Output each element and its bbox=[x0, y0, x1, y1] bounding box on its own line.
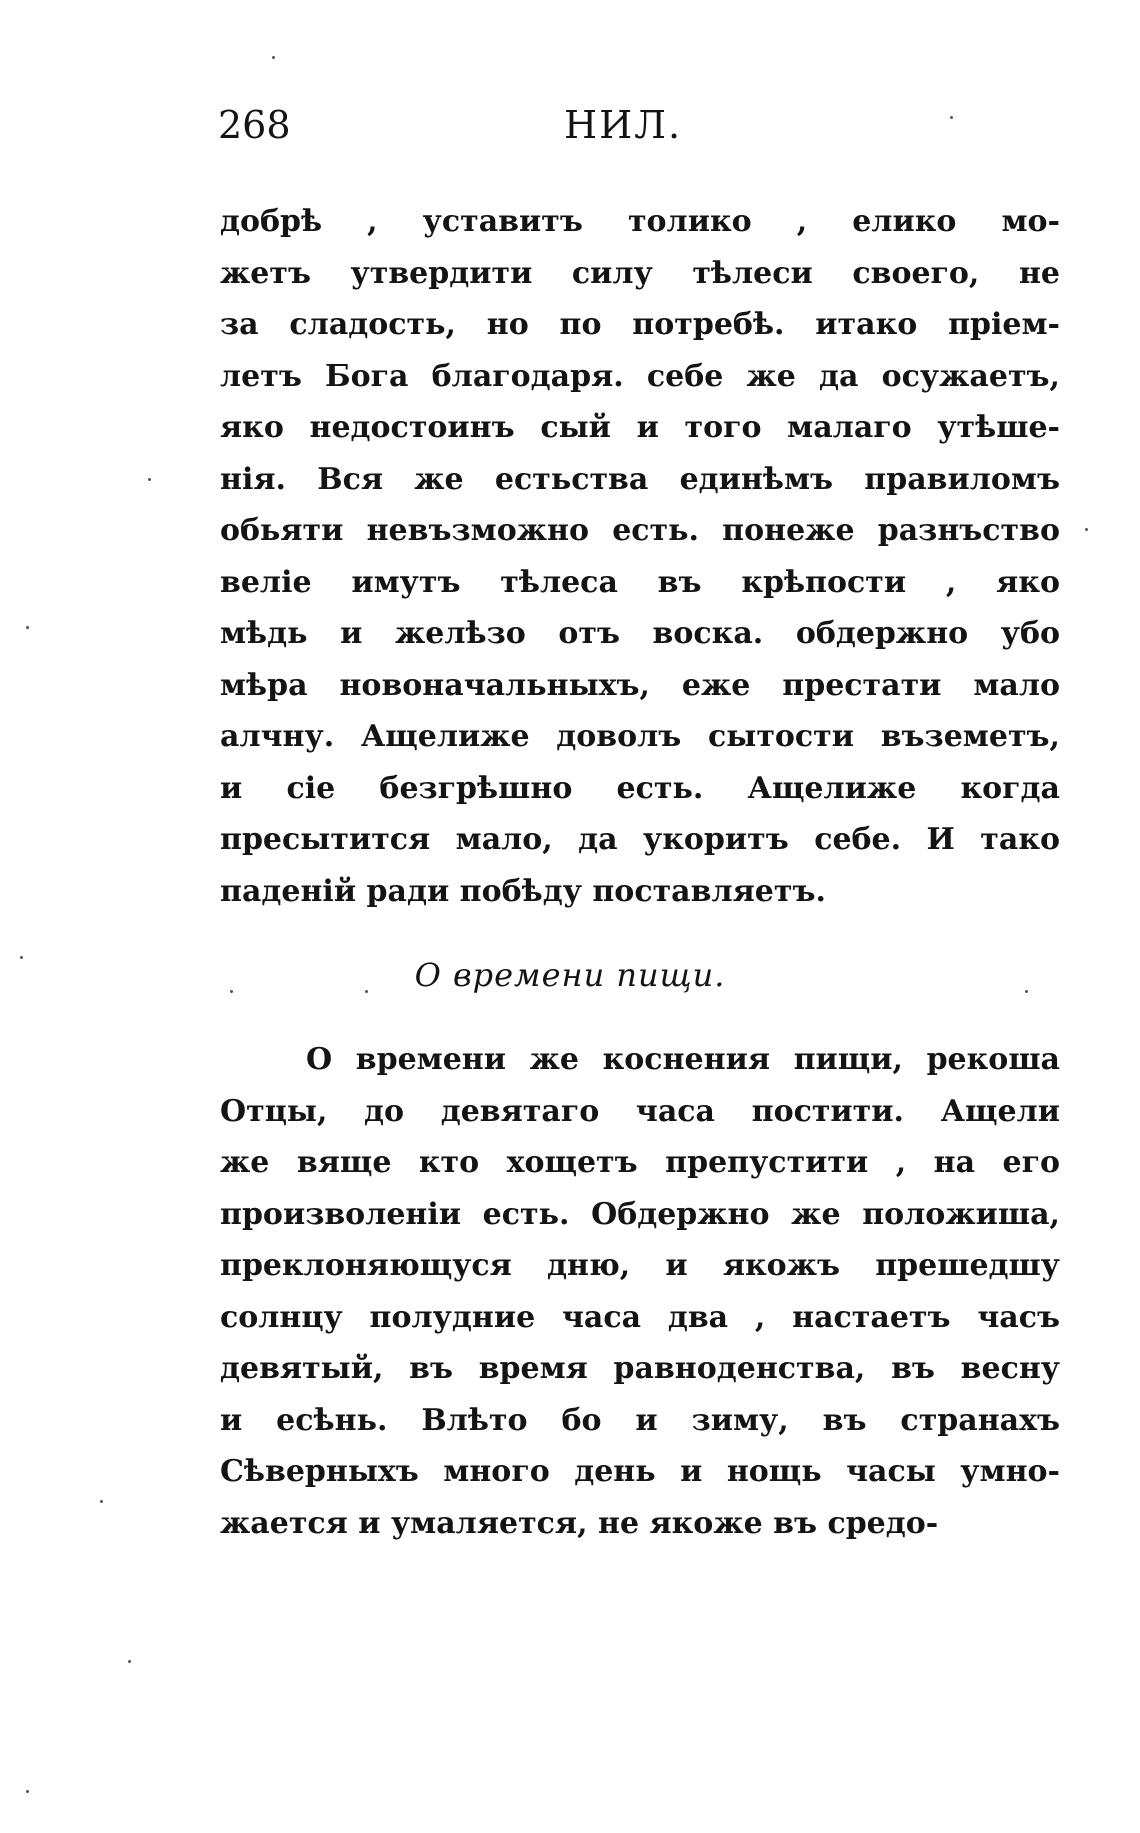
text-line: О времени же коснения пищи, рекоша bbox=[306, 1042, 1060, 1077]
page-number: 268 bbox=[218, 103, 291, 147]
text-line: добрѣ , уставитъ толико , елико мо- bbox=[220, 204, 1060, 239]
section-heading: О времени пищи. bbox=[414, 956, 726, 994]
speck bbox=[20, 956, 23, 959]
text-line: обьяти невъзможно есть. понеже разнъство bbox=[220, 513, 1060, 548]
text-line: и есѣнь. Влѣто бо и зиму, въ странахъ bbox=[220, 1402, 1060, 1438]
speck bbox=[26, 1790, 29, 1793]
text-line: Сѣверныхъ много день и нощь часы умно- bbox=[220, 1454, 1060, 1489]
speck bbox=[1025, 990, 1028, 993]
paragraph-2 bbox=[220, 1034, 1060, 1549]
text-line: алчну. Ащелиже доволъ сытости въземетъ, bbox=[220, 719, 1060, 754]
paragraph-1 bbox=[220, 196, 1060, 917]
text-line: же вяще кто хощетъ препустити , на его bbox=[220, 1145, 1060, 1180]
speck bbox=[128, 1660, 131, 1663]
text-line: жается и умаляется, не якоже въ средо- bbox=[220, 1505, 939, 1541]
text-line: пресытится мало, да укоритъ себе. И тако bbox=[220, 822, 1060, 857]
speck bbox=[100, 1500, 103, 1503]
text-line: мѣдь и желѣзо отъ воска. обдержно убо bbox=[220, 616, 1060, 651]
text-line: за сладость, но по потребѣ. итако пріем- bbox=[220, 307, 1060, 342]
text-line: мѣра новоначальныхъ, еже престати мало bbox=[220, 667, 1060, 703]
speck bbox=[950, 116, 953, 119]
running-head bbox=[218, 100, 1062, 150]
text-line: яко недостоинъ сый и того малаго утѣше- bbox=[220, 410, 1060, 445]
running-title: НИЛ. bbox=[564, 103, 683, 147]
text-line: преклоняющуся дню, и якожъ прешедшу bbox=[220, 1248, 1060, 1283]
speck bbox=[272, 56, 275, 59]
text-line: девятый, въ время равноденства, въ весну bbox=[220, 1351, 1060, 1386]
speck bbox=[1085, 528, 1088, 531]
text-line: произволеніи есть. Обдержно же положиша, bbox=[220, 1196, 1060, 1232]
text-line: паденій ради побѣду поставляетъ. bbox=[220, 873, 826, 909]
text-line: веліе имутъ тѣлеса въ крѣпости , яко bbox=[220, 564, 1060, 600]
speck bbox=[148, 478, 151, 481]
text-line: жетъ утвердити силу тѣлеси своего, не bbox=[220, 255, 1060, 291]
text-line: нія. Вся же естьства единѣмъ правиломъ bbox=[220, 461, 1060, 497]
speck bbox=[365, 990, 368, 993]
text-line: солнцу полудние часа два , настаетъ часъ bbox=[220, 1299, 1060, 1335]
text-line: и сіе безгрѣшно есть. Ащелиже когда bbox=[220, 770, 1060, 806]
text-line: Отцы, до девятаго часа постити. Ащели bbox=[220, 1093, 1060, 1129]
text-line: летъ Бога благодаря. себе же да осужаетъ, bbox=[220, 358, 1060, 394]
speck bbox=[26, 626, 29, 629]
speck bbox=[230, 990, 233, 993]
